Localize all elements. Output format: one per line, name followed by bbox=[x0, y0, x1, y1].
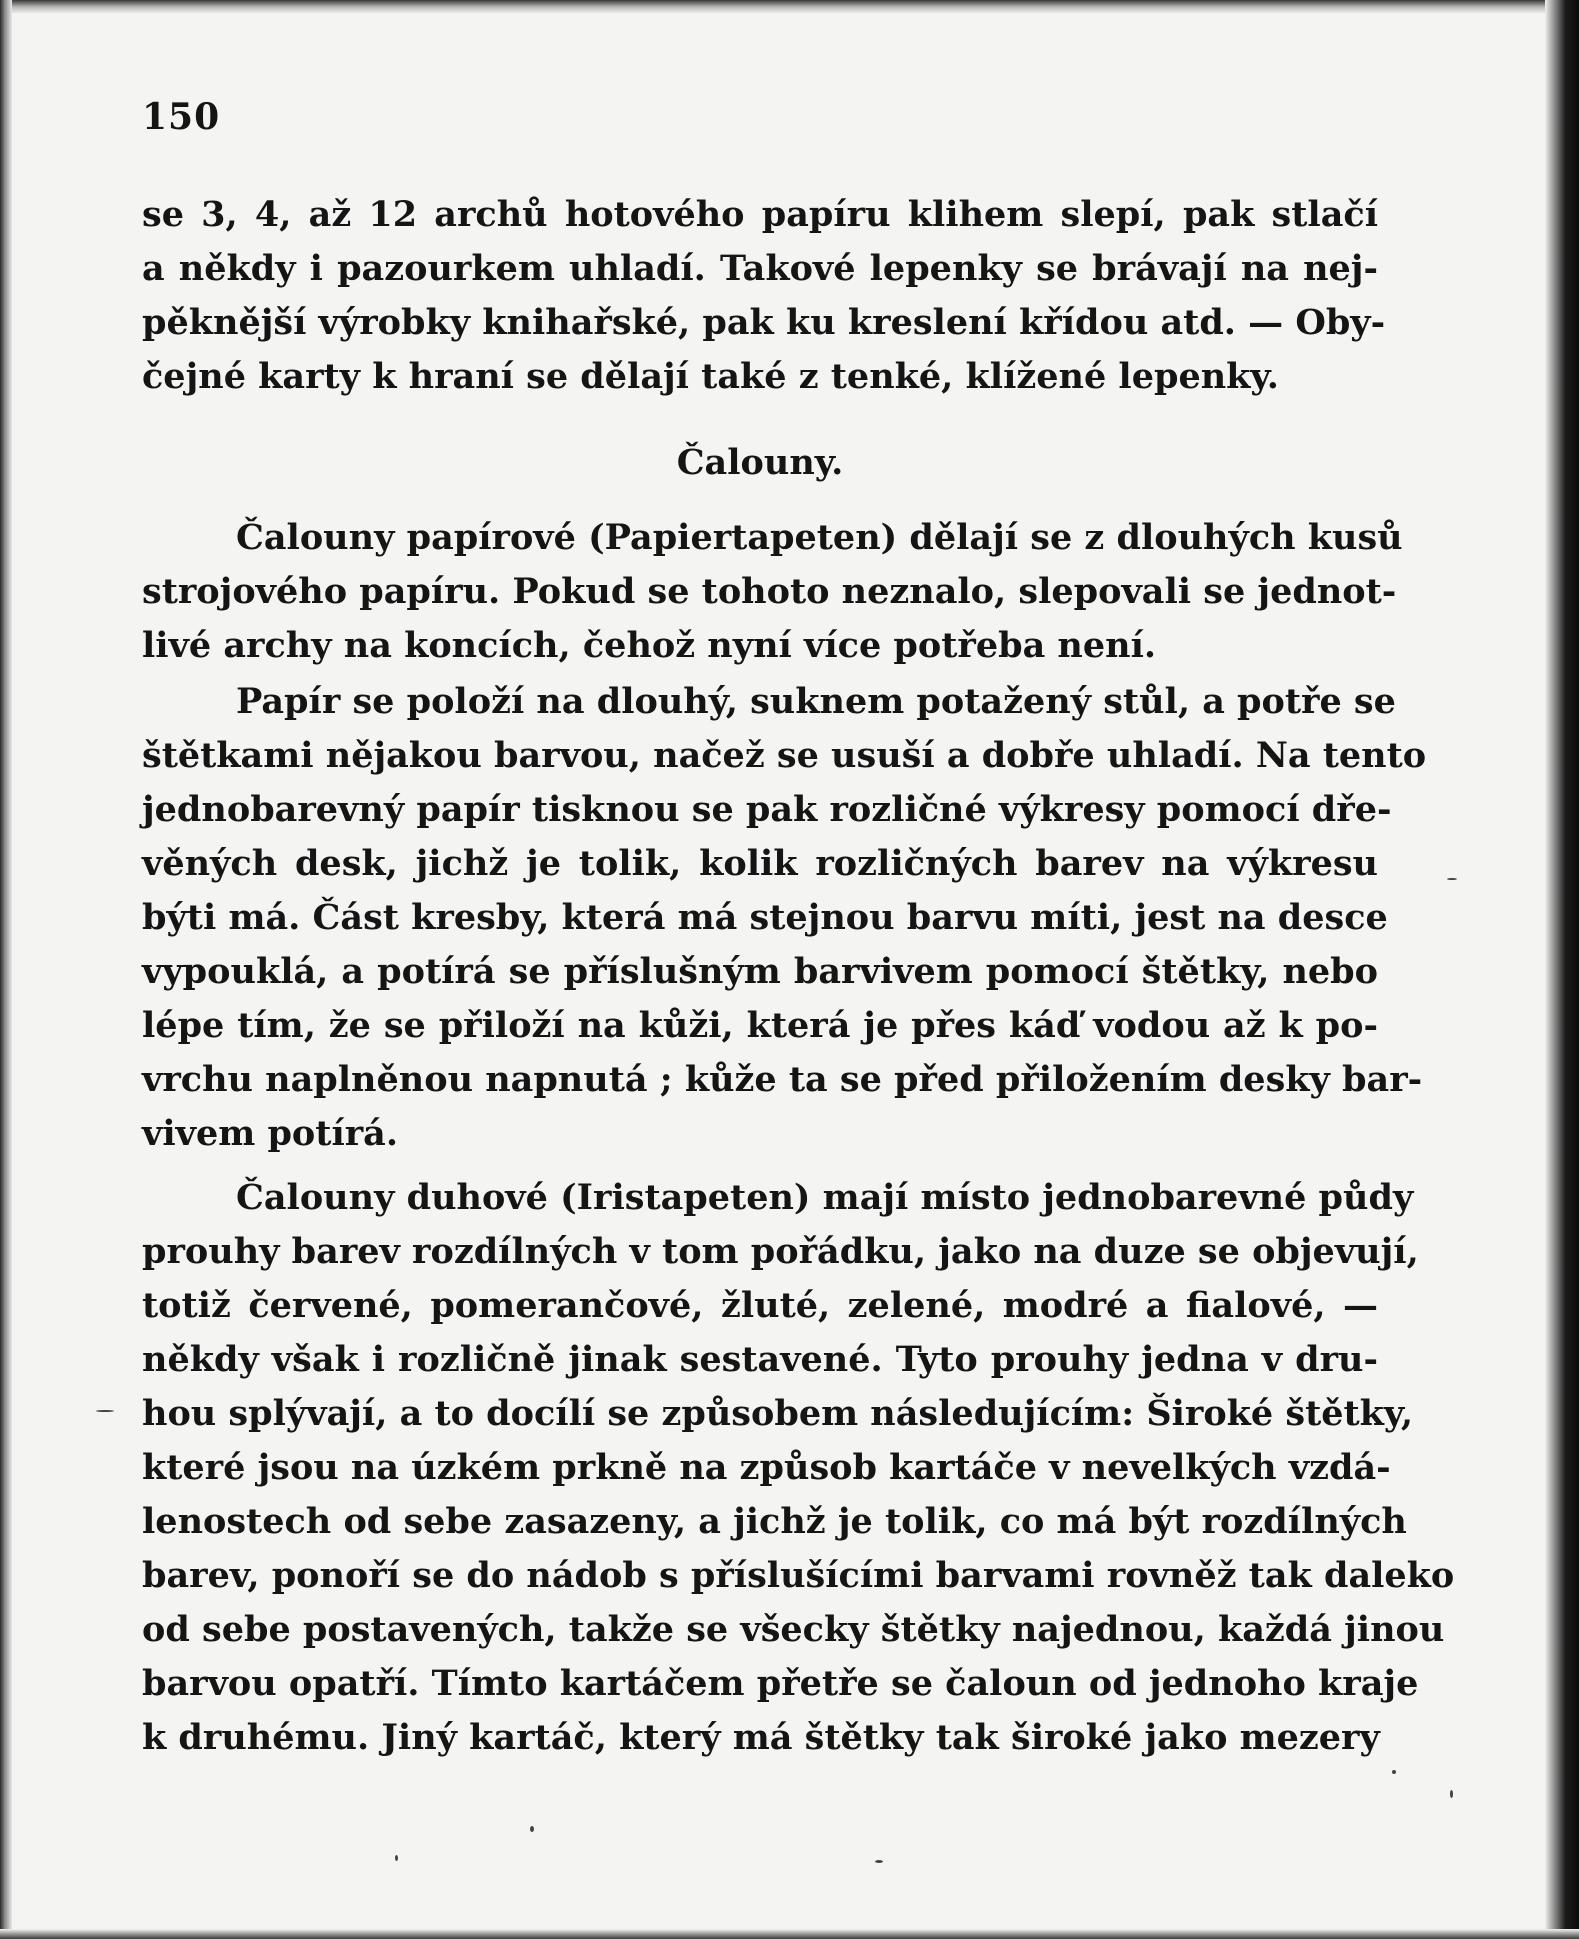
scan-speck bbox=[395, 1855, 398, 1861]
text-line: livé archy na koncích, čehož nyní více potřeba není. bbox=[142, 625, 1157, 666]
text-line: vivem potírá. bbox=[142, 1113, 399, 1154]
scan-speck bbox=[1392, 1770, 1396, 1774]
text-line: barev, ponoří se do nádob s příslušícími barvami rovněž tak daleko bbox=[142, 1555, 1455, 1596]
scan-speck bbox=[530, 1826, 534, 1832]
text-line: hou splývají, a to docílí se způsobem následujícím: Široké štětky, bbox=[142, 1393, 1414, 1434]
text-line: pěknější výrobky knihařské, pak ku kreslení křídou atd. — Oby- bbox=[142, 302, 1386, 343]
scan-speck bbox=[96, 1410, 114, 1412]
scan-edge-bottom bbox=[0, 1929, 1579, 1939]
text-line: Čalouny papírové (Papiertapeten) dělají se z dlouhých kusů bbox=[236, 517, 1403, 558]
text-line: jednobarevný papír tisknou se pak rozličné výkresy pomocí dře- bbox=[142, 789, 1392, 830]
section-heading: Čalouny. bbox=[676, 442, 844, 483]
text-line: vypouklá, a potírá se příslušným barvivem pomocí štětky, nebo bbox=[142, 951, 1378, 992]
text-line: totiž červené, pomerančové, žluté, zelené, modré a fialové, — bbox=[142, 1285, 1378, 1326]
text-line: strojového papíru. Pokud se tohoto neznalo, slepovali se jednot- bbox=[142, 571, 1397, 612]
paragraph-calouny-duhove bbox=[142, 1171, 1455, 1765]
text-line: býti má. Část kresby, která má stejnou barvu míti, jest na desce bbox=[142, 897, 1388, 938]
text-line: se 3, 4, až 12 archů hotového papíru klihem slepí, pak stlačí bbox=[142, 194, 1378, 235]
scan-edge-left bbox=[0, 0, 12, 1939]
text-line: lenostech od sebe zasazeny, a jichž je tolik, co má být rozdílných bbox=[142, 1501, 1407, 1542]
paragraph-continuation bbox=[142, 188, 1386, 404]
text-line: Papír se položí na dlouhý, suknem potažený stůl, a potře se bbox=[236, 681, 1396, 722]
text-line: čejné karty k hraní se dělají také z tenké, klížené lepenky. bbox=[142, 356, 1279, 397]
text-line: někdy však i rozličně jinak sestavené. Tyto prouhy jedna v dru- bbox=[142, 1339, 1378, 1380]
text-line: lépe tím, že se přiloží na kůži, která je přes káď vodou až k po- bbox=[142, 1005, 1378, 1046]
text-line: k druhému. Jiný kartáč, který má štětky tak široké jako mezery bbox=[142, 1717, 1380, 1758]
scan-speck bbox=[1447, 878, 1457, 880]
scan-edge-top bbox=[0, 0, 1579, 14]
text-line: vrchu naplněnou napnutá ; kůže ta se před přiložením desky bar- bbox=[142, 1059, 1423, 1100]
text-line: věných desk, jichž je tolik, kolik rozličných barev na výkresu bbox=[142, 843, 1378, 884]
scan-speck bbox=[875, 1860, 883, 1863]
page-number: 150 bbox=[142, 96, 221, 138]
text-line: barvou opatří. Tímto kartáčem přetře se čaloun od jednoho kraje bbox=[142, 1663, 1419, 1704]
scan-edge-right bbox=[1545, 0, 1579, 1939]
text-line: prouhy barev rozdílných v tom pořádku, jako na duze se objevují, bbox=[142, 1231, 1419, 1272]
paragraph-papir-tisk bbox=[142, 675, 1427, 1161]
paragraph-caloun-papirove bbox=[142, 511, 1403, 673]
text-line: štětkami nějakou barvou, načež se usuší a dobře uhladí. Na tento bbox=[142, 735, 1427, 776]
text-line: od sebe postavených, takže se všecky štětky najednou, každá jinou bbox=[142, 1609, 1445, 1650]
scan-speck bbox=[1450, 1790, 1453, 1798]
text-line: které jsou na úzkém prkně na způsob kartáče v nevelkých vzdá- bbox=[142, 1447, 1391, 1488]
text-line: a někdy i pazourkem uhladí. Takové lepenky se brávají na nej- bbox=[142, 248, 1378, 289]
text-line: Čalouny duhové (Iristapeten) mají místo jednobarevné půdy bbox=[236, 1177, 1414, 1218]
